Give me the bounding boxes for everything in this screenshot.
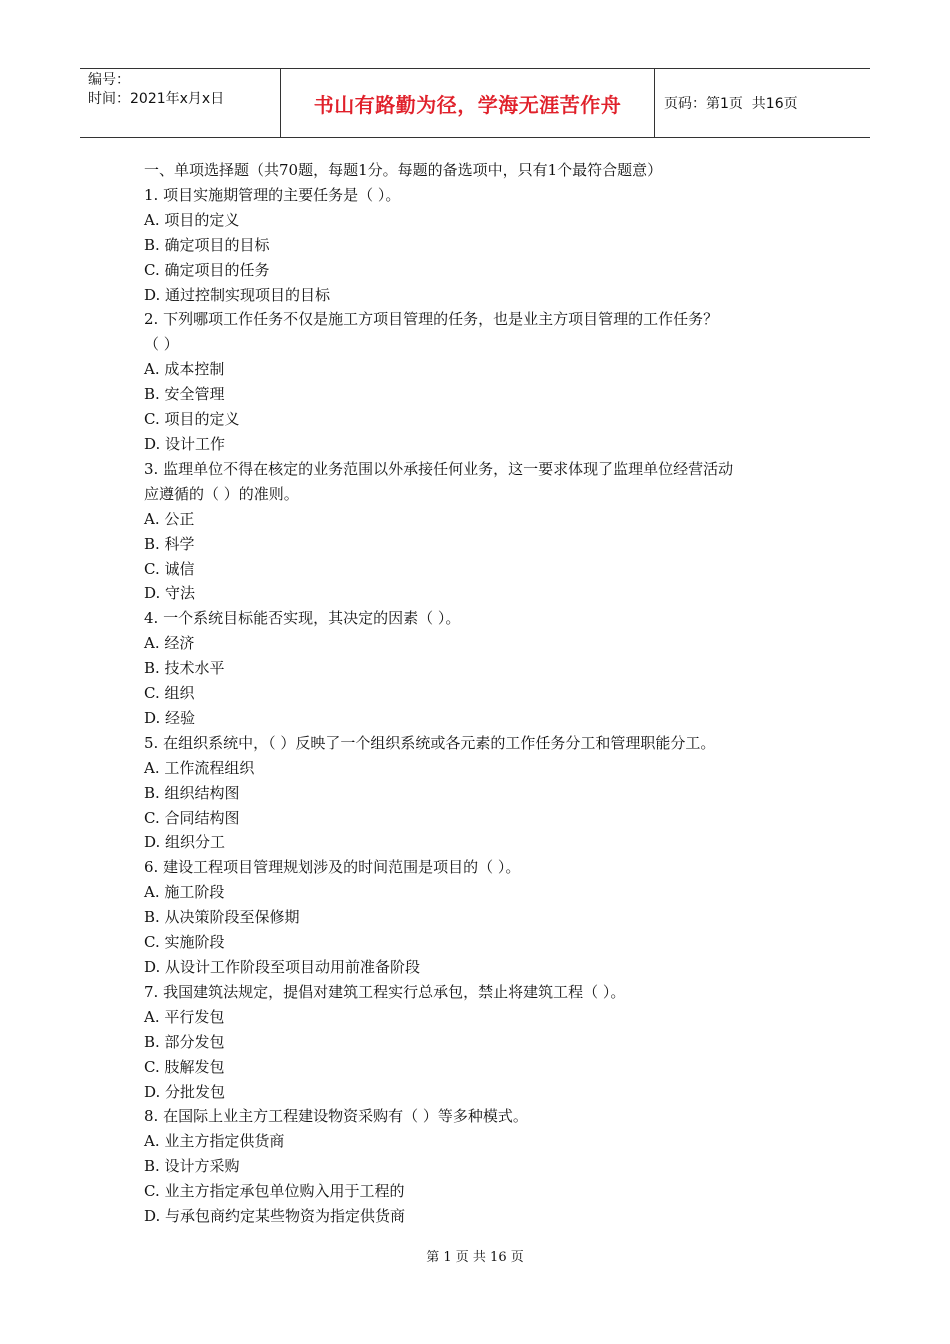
content-line: C. 组织: [144, 684, 195, 703]
content-line: B. 技术水平: [144, 659, 225, 678]
content-line: A. 业主方指定供货商: [144, 1132, 285, 1151]
content-line: A. 项目的定义: [144, 210, 240, 229]
content-line: 8. 在国际上业主方工程建设物资采购有（ ）等多种模式。: [144, 1107, 528, 1126]
content-line: A. 平行发包: [144, 1007, 225, 1026]
content-line: B. 从决策阶段至保修期: [144, 908, 300, 927]
header-meta: [80, 69, 281, 137]
content-line: 5. 在组织系统中，（ ）反映了一个组织系统或各元素的工作任务分工和管理职能分工。: [144, 733, 716, 752]
content-line: A. 经济: [144, 634, 195, 653]
content-line: D. 从设计工作阶段至项目动用前准备阶段: [144, 958, 421, 976]
content-line: 6. 建设工程项目管理规划涉及的时间范围是项目的（ ）。: [144, 858, 521, 877]
content-line: B. 设计方采购: [144, 1157, 240, 1176]
content-line: A. 成本控制: [144, 360, 225, 379]
content-line: C. 项目的定义: [144, 410, 240, 429]
content-line: B. 确定项目的目标: [144, 235, 270, 254]
content-line: 一、单项选择题（共70题，每题1分。每题的备选项中，只有1个最符合题意）: [144, 161, 663, 179]
content-line: A. 公正: [144, 509, 195, 528]
content-line: D. 分批发包: [144, 1082, 226, 1101]
content-line: B. 安全管理: [144, 385, 225, 404]
content-line: C. 实施阶段: [144, 933, 225, 952]
content-line: 3. 监理单位不得在核定的业务范围以外承接任何业务，这一要求体现了监理单位经营活动: [144, 459, 734, 478]
content-line: C. 合同结构图: [144, 808, 240, 827]
page-footer: 第 1 页 共 16 页: [426, 1250, 524, 1265]
content-line: D. 守法: [144, 584, 196, 603]
content-line: D. 设计工作: [144, 434, 226, 453]
question-content: [144, 158, 824, 1229]
content-line: D. 通过控制实现项目的目标: [144, 285, 331, 304]
header-page-info: 页码：第1页 共16页: [664, 96, 798, 112]
content-line: 7. 我国建筑法规定，提倡对建筑工程实行总承包，禁止将建筑工程（ ）。: [144, 982, 626, 1001]
content-line: C. 肢解发包: [144, 1057, 225, 1076]
content-line: B. 科学: [144, 534, 195, 553]
header-motto: 书山有路勤为径，学海无涯苦作舟: [281, 69, 655, 137]
content-line: 4. 一个系统目标能否实现，其决定的因素（ ）。: [144, 609, 461, 628]
content-line: A. 施工阶段: [144, 883, 225, 902]
content-line: （ ）: [144, 335, 179, 354]
content-line: C. 确定项目的任务: [144, 260, 270, 279]
content-line: B. 部分发包: [144, 1032, 225, 1051]
content-line: D. 经验: [144, 708, 196, 727]
document-date: 时间：2021年x月x日: [88, 91, 225, 107]
content-line: 1. 项目实施期管理的主要任务是（ ）。: [144, 185, 401, 204]
content-line: 2. 下列哪项工作任务不仅是施工方项目管理的任务，也是业主方项目管理的工作任务？: [144, 310, 719, 329]
content-line: D. 组织分工: [144, 833, 226, 852]
content-line: C. 诚信: [144, 559, 195, 578]
page-header: [80, 68, 870, 138]
document-number-label: 编号：: [88, 72, 130, 88]
content-line: 应遵循的（ ）的准则。: [144, 484, 299, 503]
content-line: C. 业主方指定承包单位购入用于工程的: [144, 1182, 405, 1201]
content-line: D. 与承包商约定某些物资为指定供货商: [144, 1207, 406, 1226]
content-line: B. 组织结构图: [144, 783, 240, 802]
content-line: A. 工作流程组织: [144, 758, 255, 777]
